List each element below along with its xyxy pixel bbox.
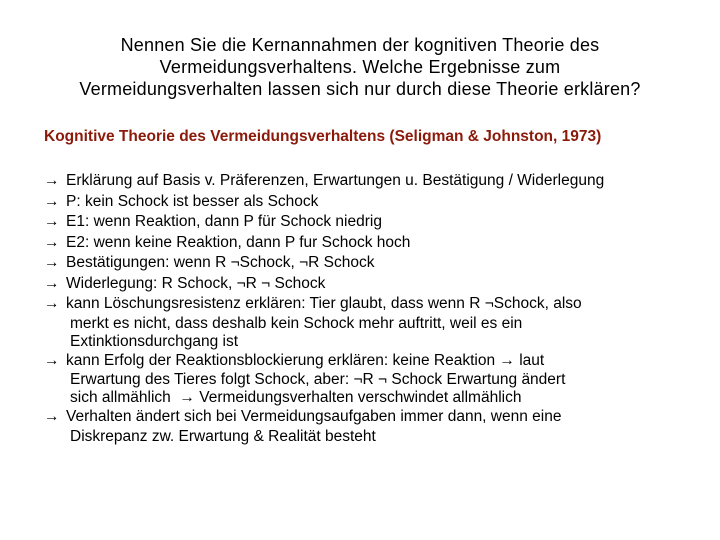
bullet-text-continued (66, 389, 704, 407)
title-line: Nennen Sie die Kernannahmen der kognitiven Theorie des (120, 35, 600, 55)
bullet-text: laut (519, 351, 545, 369)
bullet-text: kann Löschungsresistenz erklären: Tier glaubt, dass wenn R ¬Schock, also (66, 295, 582, 312)
inline-arrow-icon: → (179, 389, 195, 406)
bullet-item (44, 407, 704, 446)
bullet-list (44, 171, 704, 446)
title-line: Vermeidungsverhalten lassen sich nur durch diese Theorie erklären? (79, 79, 641, 99)
bullet-item (44, 351, 704, 408)
arrow-icon: → (44, 192, 60, 210)
arrow-icon: → (44, 408, 60, 425)
bullet-text: E1: wenn Reaktion, dann P für Schock niedrig (66, 213, 382, 230)
bullet-text: sich allmählich (70, 389, 171, 406)
inline-arrow-icon: → (499, 351, 515, 369)
arrow-icon: → (44, 295, 60, 312)
bullet-text-continued: Extinktionsdurchgang ist (70, 332, 239, 350)
bullet-text: Verhalten ändert sich bei Vermeidungsaufgaben immer dann, wenn eine (66, 408, 562, 425)
bullet-text-continued: Erwartung des Tieres folgt Schock, aber: ¬R ¬ Schock Erwartung ändert (70, 371, 566, 388)
bullet-text: Widerlegung: R Schock, ¬R ¬ Schock (66, 274, 326, 292)
bullet-text: Bestätigungen: wenn R ¬Schock, ¬R Schock (66, 254, 375, 271)
bullet-item (44, 171, 704, 192)
bullet-text: Vermeidungsverhalten verschwindet allmählich (199, 389, 522, 406)
bullet-text: Erklärung auf Basis v. Präferenzen, Erwartungen u. Bestätigung / Widerlegung (66, 172, 605, 189)
bullet-text: E2: wenn keine Reaktion, dann P fur Schock hoch (66, 233, 411, 251)
arrow-icon: → (44, 172, 60, 189)
bullet-text-continued: Diskrepanz zw. Erwartung & Realität besteht (70, 427, 376, 445)
arrow-icon: → (44, 254, 60, 271)
slide-title (40, 34, 680, 100)
bullet-item (44, 212, 704, 233)
bullet-item (44, 274, 704, 295)
arrow-icon: → (44, 274, 60, 292)
bullet-item (44, 253, 704, 274)
bullet-item (44, 192, 704, 213)
arrow-icon: → (44, 213, 60, 230)
bullet-text: kann Erfolg der Reaktionsblockierung erklären: keine Reaktion (66, 351, 496, 369)
bullet-item (44, 294, 704, 351)
arrow-icon: → (44, 351, 60, 369)
arrow-icon: → (44, 233, 60, 251)
bullet-text-continued: merkt es nicht, dass deshalb kein Schock mehr auftritt, weil es ein (70, 314, 523, 332)
title-line: Vermeidungsverhaltens. Welche Ergebnisse zum (159, 57, 561, 77)
bullet-text: P: kein Schock ist besser als Schock (66, 192, 319, 210)
section-heading: Kognitive Theorie des Vermeidungsverhaltens (Seligman & Johnston, 1973) (44, 128, 602, 145)
bullet-item (44, 233, 704, 254)
